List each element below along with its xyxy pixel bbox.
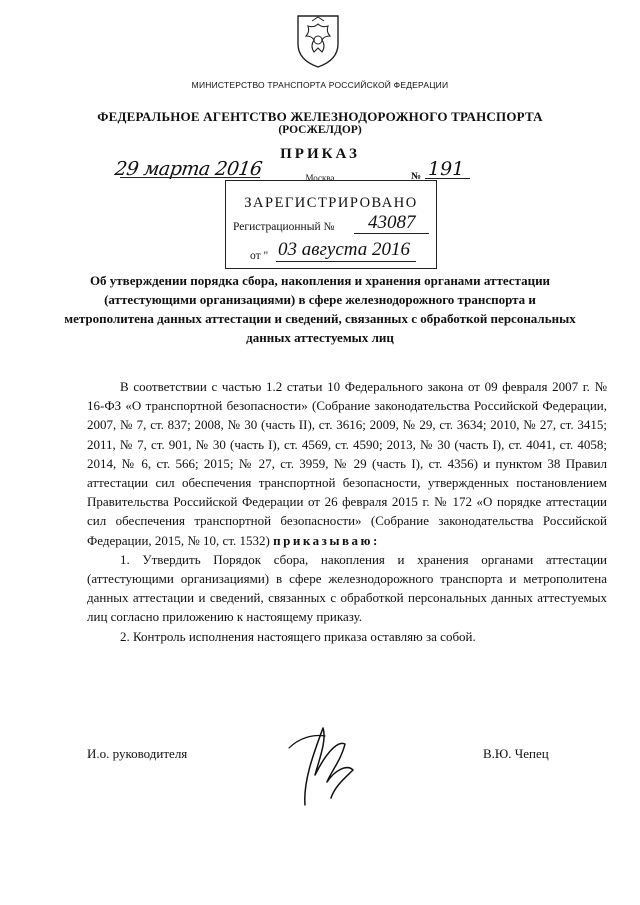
agency-name: ФЕДЕРАЛЬНОЕ АГЕНТСТВО ЖЕЛЕЗНОДОРОЖНОГО ТРАНСПОРТА (97, 109, 543, 124)
number-sign: № (411, 171, 422, 182)
stamp-title: ЗАРЕГИСТРИРОВАНО (244, 195, 418, 211)
ministry-name: МИНИСТЕРСТВО ТРАНСПОРТА РОССИЙСКОЙ ФЕДЕРАЦИИ (191, 80, 449, 90)
stamp-reg-number: 43087 (368, 212, 416, 233)
order-title: ПРИКАЗ (280, 146, 360, 162)
signer-name: В.Ю. Чепец (483, 746, 549, 761)
city-label: Москва (305, 173, 335, 183)
signer-title: И.о. руководителя (87, 746, 188, 761)
item-1-paragraph: 1. Утвердить Порядок сбора, накопления и хранения органами аттестации (аттестующими организациями) в сфере железнодорожного транспорта и метрополитена данных аттестации и сведений, связанных с обработкой персональных данных аттестуемых лиц согласно приложению к настоящему приказу. (87, 551, 607, 625)
coat-of-arms-emblem-icon (292, 12, 344, 70)
handwritten-signature-icon (275, 720, 370, 810)
handwritten-order-number: 191 (428, 158, 465, 180)
registration-stamp (225, 180, 437, 269)
stamp-reg-label: Регистрационный № (233, 221, 335, 233)
agency-short-name: (РОСЖЕЛДОР) (278, 124, 362, 136)
stamp-reg-date: 03 августа 2016 (278, 239, 410, 260)
stamp-date-underline (276, 261, 416, 262)
handwritten-date: 29 марта 2016 (113, 158, 264, 180)
preamble-text: В соответствии с частью 1.2 статьи 10 Федерального закона от 09 февраля 2007 г. № 16-ФЗ «О транспортной безопасности» (Собрание законодательства Российской Федерации, 2007, № 7, ст. 837; 2008, № 30 (часть II), ст. 3616; 2009, № 29, ст. 3634; 2010, № 27, ст. 3415; 2011, № 7, ст. 901, № 30 (часть I), ст. 4569, ст. 4590; 2013, № 30 (часть I), ст. 4041, ст. 4058; 2014, № 6, ст. 566; 2015; № 27, ст. 3959, № 29 (часть I), ст. 4356) и пунктом 38 Правил аттестации сил обеспечения транспортной безопасности, утвержденных постановлением Правительства Российской Федерации от 26 февраля 2015 г. № 172 «О порядке аттестации сил обеспечения транспортной безопасности» (Собрание законодательства Российской Федерации, 2015, № 10, ст. 1532) (87, 379, 607, 548)
stamp-from-label: от " (250, 250, 269, 262)
order-word: приказываю: (273, 532, 380, 548)
stamp-reg-underline (354, 233, 429, 234)
item-2-paragraph: 2. Контроль исполнения настоящего приказа оставляю за собой. (120, 628, 476, 644)
number-underline (425, 178, 470, 179)
document-body (87, 377, 607, 646)
preamble-paragraph (87, 377, 607, 550)
document-title: Об утверждении порядка сбора, накопления и хранения органами аттестации (аттестующими организациями) в сфере железнодорожного транспорта и метрополитена данных аттестации и сведений, связанных с обработкой персональных данных аттестуемых лиц (64, 273, 576, 345)
